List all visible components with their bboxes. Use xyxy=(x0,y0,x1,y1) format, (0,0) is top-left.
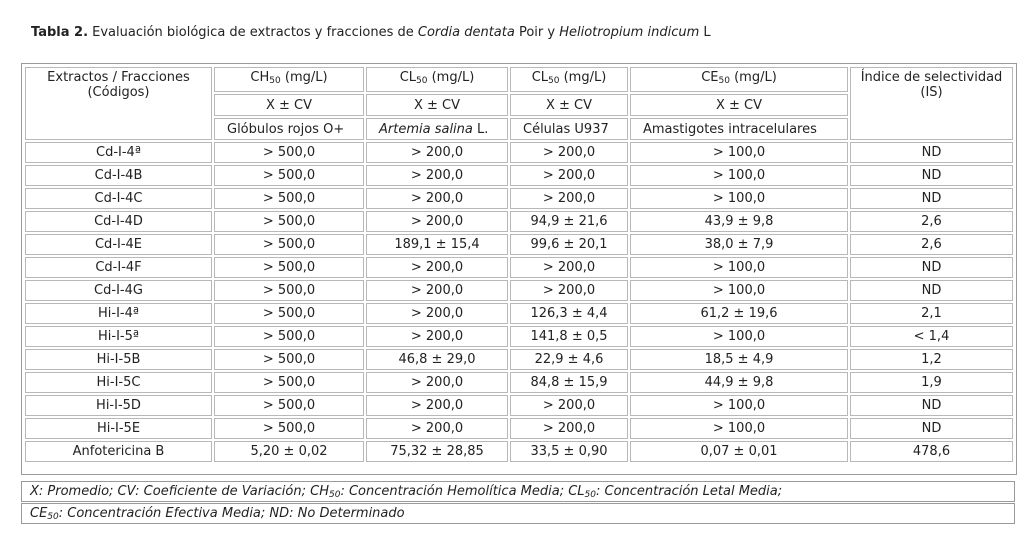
table-row xyxy=(25,234,1013,255)
code-cell: Hi-I-5ª xyxy=(25,326,212,347)
cl50-artemia-cell: > 200,0 xyxy=(366,303,508,324)
ce50-cell: 0,07 ± 0,01 xyxy=(630,441,848,462)
header-ce50: $CE_{50}$ (mg/L) xyxy=(630,67,848,92)
cl50-u937-cell: > 200,0 xyxy=(510,257,628,278)
ce50-cell: > 100,0 xyxy=(630,280,848,301)
cl50-artemia-cell: > 200,0 xyxy=(366,395,508,416)
ch50-cell: > 500,0 xyxy=(214,234,364,255)
cl50-artemia-cell: > 200,0 xyxy=(366,165,508,186)
ch50-cell: > 500,0 xyxy=(214,188,364,209)
is-cell: ND xyxy=(850,257,1013,278)
header-target-red-cells: Glóbulos rojos O+ xyxy=(214,118,364,140)
ce50-cell: > 100,0 xyxy=(630,165,848,186)
cl50-u937-cell: 33,5 ± 0,90 xyxy=(510,441,628,462)
table-footnotes xyxy=(21,481,1015,525)
ch50-cell: > 500,0 xyxy=(214,326,364,347)
table-row xyxy=(25,142,1013,163)
ch50-cell: > 500,0 xyxy=(214,165,364,186)
cl50-artemia-cell: > 200,0 xyxy=(366,188,508,209)
table-row xyxy=(25,395,1013,416)
caption-text-2: Poir y xyxy=(514,25,560,40)
cl50-u937-cell: > 200,0 xyxy=(510,188,628,209)
caption-text-1: Evaluación biológica de extractos y fracciones de xyxy=(88,25,418,40)
ch50-cell: > 500,0 xyxy=(214,280,364,301)
cl50-u937-cell: > 200,0 xyxy=(510,395,628,416)
header-extracts: Extractos / Fracciones (Códigos) xyxy=(25,67,212,140)
header-stat: X ± CV xyxy=(366,94,508,116)
cl50-u937-cell: 99,6 ± 20,1 xyxy=(510,234,628,255)
cl50-artemia-cell: > 200,0 xyxy=(366,211,508,232)
code-cell: Cd-I-4E xyxy=(25,234,212,255)
is-cell: ND xyxy=(850,280,1013,301)
results-table xyxy=(23,65,1015,464)
is-cell: ND xyxy=(850,165,1013,186)
caption-text-3: L xyxy=(699,25,711,40)
code-cell: Hi-I-4ª xyxy=(25,303,212,324)
ce50-cell: > 100,0 xyxy=(630,418,848,439)
table-row xyxy=(25,211,1013,232)
ce50-cell: 18,5 ± 4,9 xyxy=(630,349,848,370)
table-row xyxy=(25,188,1013,209)
cl50-artemia-cell: > 200,0 xyxy=(366,280,508,301)
header-ch50: $CH_{50}$ (mg/L) xyxy=(214,67,364,92)
is-cell: 478,6 xyxy=(850,441,1013,462)
is-cell: ND xyxy=(850,418,1013,439)
cl50-artemia-cell: > 200,0 xyxy=(366,142,508,163)
header-stat: X ± CV xyxy=(214,94,364,116)
is-cell: ND xyxy=(850,142,1013,163)
table-row xyxy=(25,349,1013,370)
cl50-u937-cell: 84,8 ± 15,9 xyxy=(510,372,628,393)
ch50-cell: > 500,0 xyxy=(214,395,364,416)
code-cell: Cd-I-4D xyxy=(25,211,212,232)
code-cell: Cd-I-4C xyxy=(25,188,212,209)
is-cell: 1,2 xyxy=(850,349,1013,370)
caption-label: Tabla 2. xyxy=(31,25,89,40)
cl50-u937-cell: 22,9 ± 4,6 xyxy=(510,349,628,370)
ch50-cell: 5,20 ± 0,02 xyxy=(214,441,364,462)
cl50-u937-cell: 126,3 ± 4,4 xyxy=(510,303,628,324)
header-cl50-u937: $CL_{50}$ (mg/L) xyxy=(510,67,628,92)
ch50-cell: > 500,0 xyxy=(214,372,364,393)
footnote-line-1: X: Promedio; CV: Coeficiente de Variación; $CH_{50}$: Concentración Hemolítica Media; $CL_{50}$: Concentración Letal Media; xyxy=(21,481,1015,502)
caption-species-1: Cordia dentata xyxy=(417,25,515,40)
table-row xyxy=(25,303,1013,324)
ce50-cell: > 100,0 xyxy=(630,395,848,416)
ch50-cell: > 500,0 xyxy=(214,303,364,324)
code-cell: Hi-I-5C xyxy=(25,372,212,393)
table-caption xyxy=(31,25,711,40)
cl50-artemia-cell: 46,8 ± 29,0 xyxy=(366,349,508,370)
header-stat: X ± CV xyxy=(630,94,848,116)
table-row xyxy=(25,280,1013,301)
cl50-artemia-cell: 75,32 ± 28,85 xyxy=(366,441,508,462)
cl50-artemia-cell: > 200,0 xyxy=(366,418,508,439)
table-row xyxy=(25,441,1013,462)
ce50-cell: 43,9 ± 9,8 xyxy=(630,211,848,232)
is-cell: < 1,4 xyxy=(850,326,1013,347)
table-row xyxy=(25,257,1013,278)
code-cell: Anfotericina B xyxy=(25,441,212,462)
table-row xyxy=(25,326,1013,347)
header-target-amastigotes: Amastigotes intracelulares xyxy=(630,118,848,140)
is-cell: 1,9 xyxy=(850,372,1013,393)
cl50-u937-cell: > 200,0 xyxy=(510,165,628,186)
ch50-cell: > 500,0 xyxy=(214,257,364,278)
header-cl50-artemia: $CL_{50}$ (mg/L) xyxy=(366,67,508,92)
cl50-u937-cell: > 200,0 xyxy=(510,142,628,163)
cl50-u937-cell: > 200,0 xyxy=(510,418,628,439)
header-target-u937: Células U937 xyxy=(510,118,628,140)
code-cell: Hi-I-5D xyxy=(25,395,212,416)
ch50-cell: > 500,0 xyxy=(214,418,364,439)
cl50-artemia-cell: 189,1 ± 15,4 xyxy=(366,234,508,255)
caption-species-2: Heliotropium indicum xyxy=(559,25,700,40)
is-cell: 2,1 xyxy=(850,303,1013,324)
is-cell: 2,6 xyxy=(850,234,1013,255)
ce50-cell: > 100,0 xyxy=(630,142,848,163)
code-cell: Cd-I-4F xyxy=(25,257,212,278)
cl50-artemia-cell: > 200,0 xyxy=(366,326,508,347)
ch50-cell: > 500,0 xyxy=(214,211,364,232)
header-stat: X ± CV xyxy=(510,94,628,116)
code-cell: Hi-I-5B xyxy=(25,349,212,370)
cl50-u937-cell: > 200,0 xyxy=(510,280,628,301)
cl50-u937-cell: 141,8 ± 0,5 xyxy=(510,326,628,347)
ce50-cell: > 100,0 xyxy=(630,188,848,209)
cl50-u937-cell: 94,9 ± 21,6 xyxy=(510,211,628,232)
code-cell: Cd-I-4G xyxy=(25,280,212,301)
cl50-artemia-cell: > 200,0 xyxy=(366,372,508,393)
code-cell: Hi-I-5E xyxy=(25,418,212,439)
footnote-line-2: $CE_{50}$: Concentración Efectiva Media; ND: No Determinado xyxy=(21,503,1015,524)
ce50-cell: > 100,0 xyxy=(630,326,848,347)
ce50-cell: > 100,0 xyxy=(630,257,848,278)
header-target-artemia: Artemia salina L. xyxy=(366,118,508,140)
ce50-cell: 38,0 ± 7,9 xyxy=(630,234,848,255)
table-row xyxy=(25,165,1013,186)
is-cell: 2,6 xyxy=(850,211,1013,232)
table-row xyxy=(25,372,1013,393)
code-cell: Cd-I-4ª xyxy=(25,142,212,163)
is-cell: ND xyxy=(850,395,1013,416)
cl50-artemia-cell: > 200,0 xyxy=(366,257,508,278)
table-row xyxy=(25,418,1013,439)
header-selectivity-index: Índice de selectividad (IS) xyxy=(850,67,1013,140)
is-cell: ND xyxy=(850,188,1013,209)
ce50-cell: 61,2 ± 19,6 xyxy=(630,303,848,324)
ch50-cell: > 500,0 xyxy=(214,349,364,370)
ce50-cell: 44,9 ± 9,8 xyxy=(630,372,848,393)
code-cell: Cd-I-4B xyxy=(25,165,212,186)
ch50-cell: > 500,0 xyxy=(214,142,364,163)
